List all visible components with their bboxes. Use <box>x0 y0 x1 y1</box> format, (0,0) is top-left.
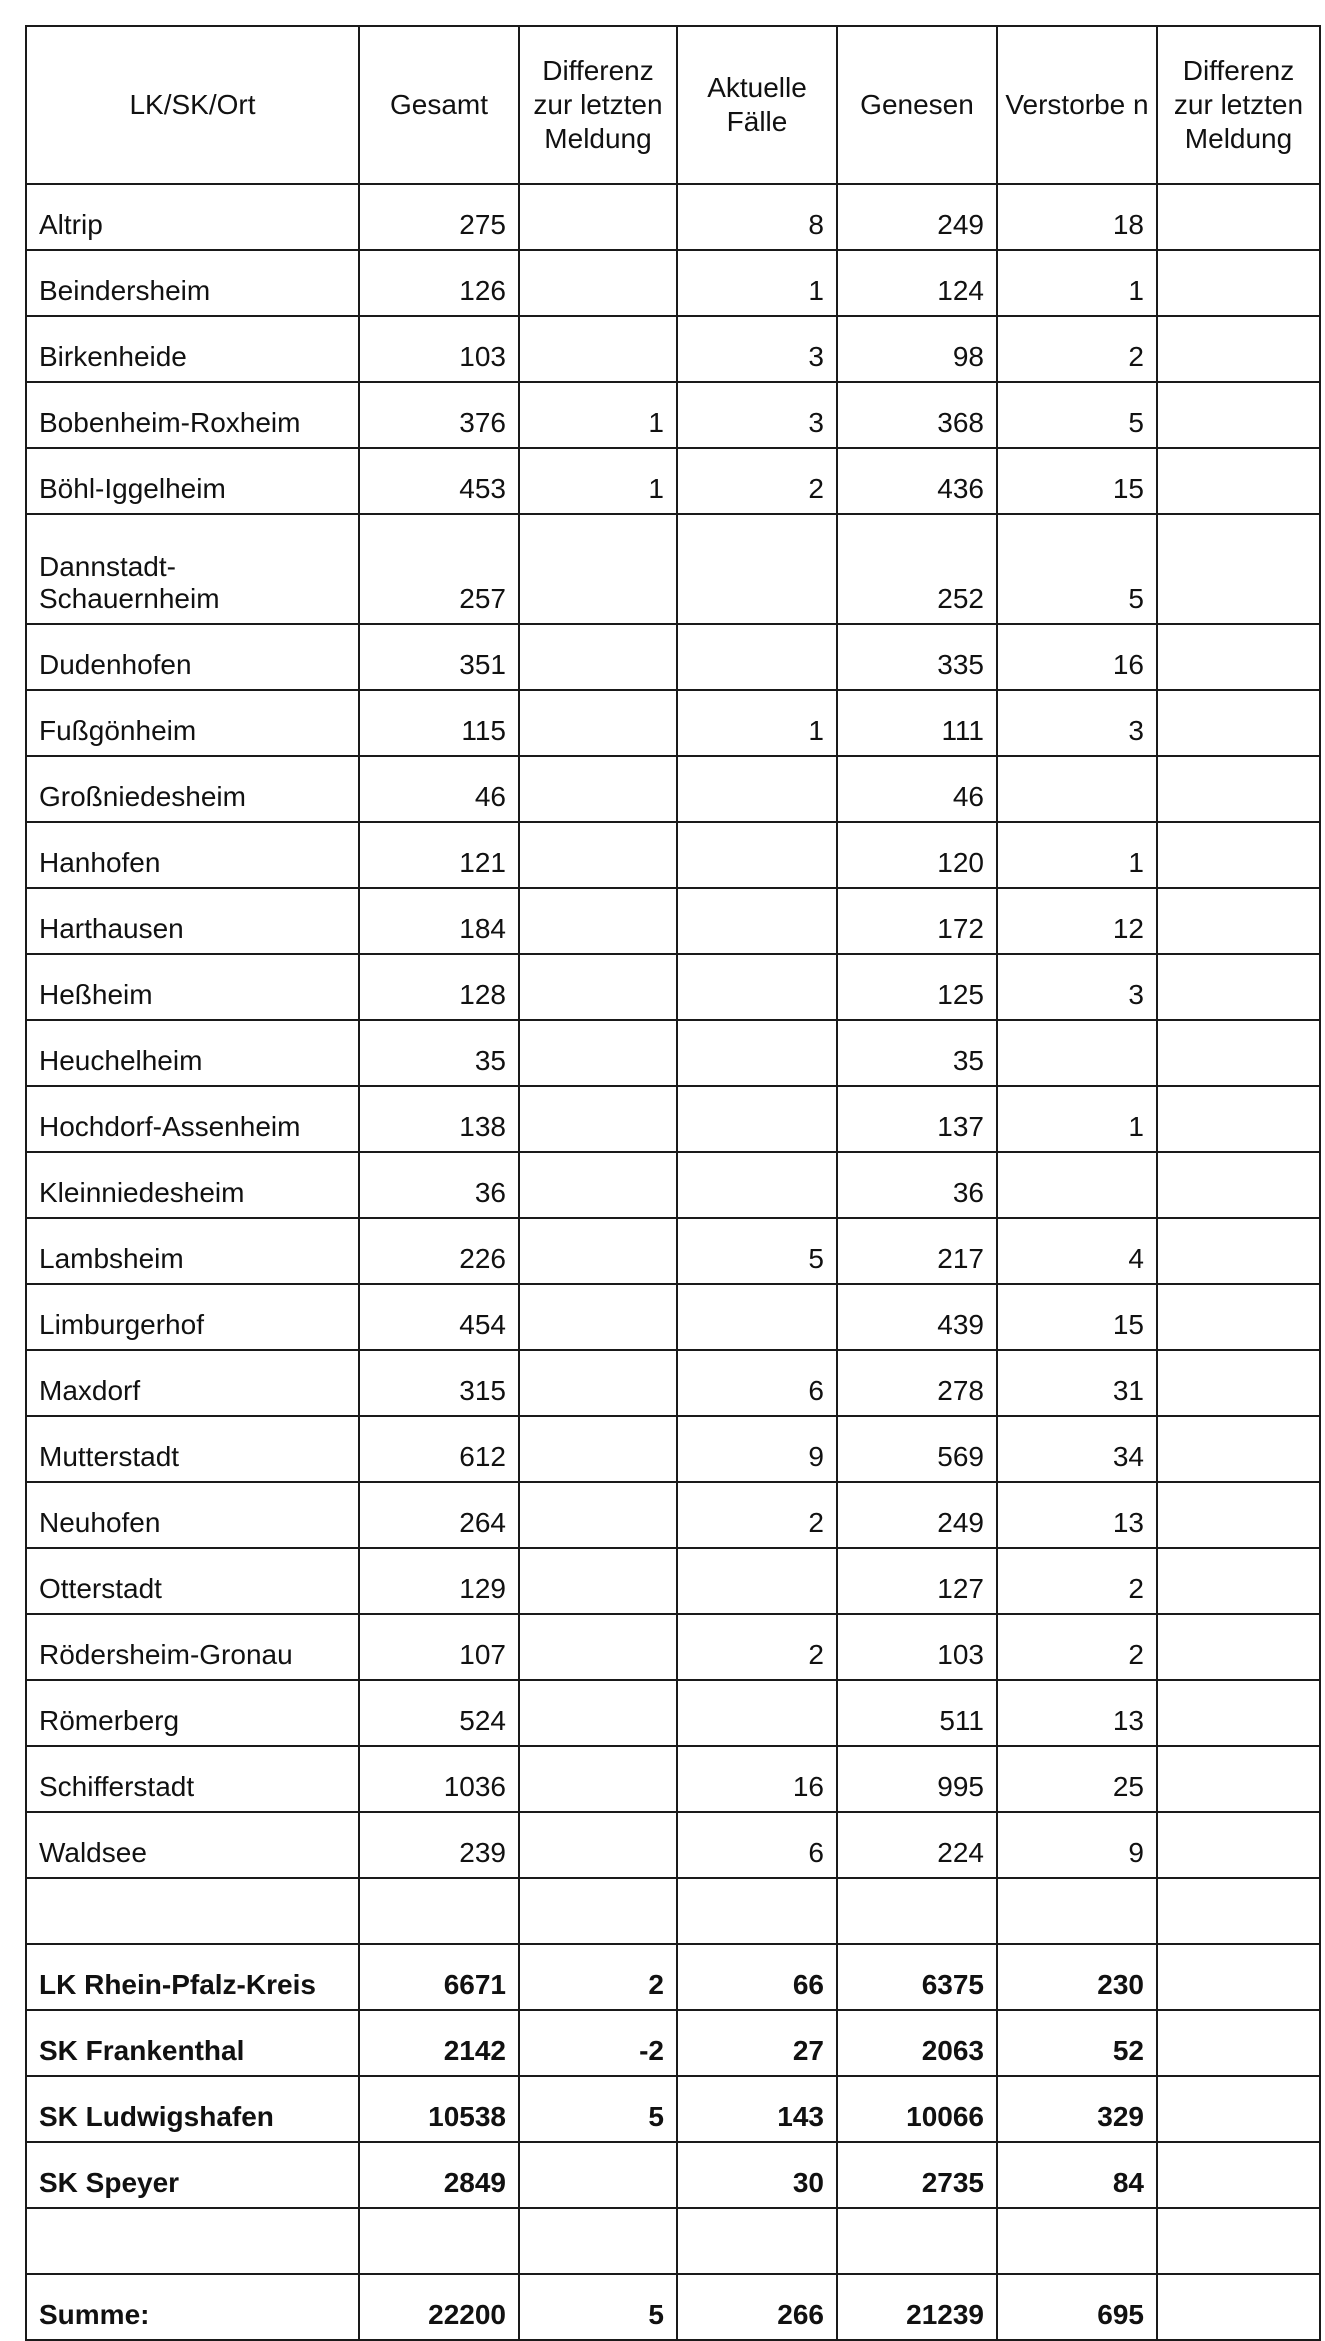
cell-difference <box>519 250 677 316</box>
cell-difference-deceased <box>1157 1020 1320 1086</box>
cell-difference-deceased <box>1157 514 1320 624</box>
cell-total: 275 <box>359 184 519 250</box>
cell-total: 453 <box>359 448 519 514</box>
cell-recovered: 120 <box>837 822 997 888</box>
cell-recovered: 127 <box>837 1548 997 1614</box>
cell-difference <box>519 184 677 250</box>
empty-cell <box>1157 2208 1320 2274</box>
table-row <box>26 1218 1320 1284</box>
cell-difference <box>519 1548 677 1614</box>
cell-current-cases: 66 <box>677 1944 837 2010</box>
cell-difference <box>519 1020 677 1086</box>
cell-location: Maxdorf <box>26 1350 359 1416</box>
table-row <box>26 1284 1320 1350</box>
cell-current-cases <box>677 514 837 624</box>
cell-current-cases: 30 <box>677 2142 837 2208</box>
cell-location: LK Rhein-Pfalz-Kreis <box>26 1944 359 2010</box>
cell-total: 115 <box>359 690 519 756</box>
cell-deceased: 84 <box>997 2142 1157 2208</box>
cell-location: Böhl-Iggelheim <box>26 448 359 514</box>
cell-difference <box>519 888 677 954</box>
cell-recovered: 252 <box>837 514 997 624</box>
cell-difference <box>519 514 677 624</box>
cell-location: Schifferstadt <box>26 1746 359 1812</box>
cell-current-cases <box>677 756 837 822</box>
cell-difference-deceased <box>1157 250 1320 316</box>
cell-current-cases <box>677 1284 837 1350</box>
cell-location: Römerberg <box>26 1680 359 1746</box>
cell-current-cases: 266 <box>677 2274 837 2340</box>
cell-difference <box>519 954 677 1020</box>
table-row <box>26 1152 1320 1218</box>
cell-total: 524 <box>359 1680 519 1746</box>
cell-difference-deceased <box>1157 2274 1320 2340</box>
cell-total: 612 <box>359 1416 519 1482</box>
cell-total: 129 <box>359 1548 519 1614</box>
header-recovered: Genesen <box>837 26 997 184</box>
empty-cell <box>26 1878 359 1944</box>
cell-current-cases <box>677 1152 837 1218</box>
cell-deceased: 329 <box>997 2076 1157 2142</box>
cell-difference <box>519 1218 677 1284</box>
cell-current-cases <box>677 1086 837 1152</box>
cell-deceased: 695 <box>997 2274 1157 2340</box>
cell-total: 107 <box>359 1614 519 1680</box>
cell-recovered: 278 <box>837 1350 997 1416</box>
cell-difference-deceased <box>1157 1680 1320 1746</box>
empty-cell <box>26 2208 359 2274</box>
cell-difference-deceased <box>1157 1482 1320 1548</box>
table-row <box>26 1944 1320 2010</box>
cell-difference <box>519 1746 677 1812</box>
table-row <box>26 1746 1320 1812</box>
cell-total: 226 <box>359 1218 519 1284</box>
table-row <box>26 2142 1320 2208</box>
cell-total: 239 <box>359 1812 519 1878</box>
cell-difference <box>519 1152 677 1218</box>
cell-difference <box>519 624 677 690</box>
cell-difference-deceased <box>1157 1416 1320 1482</box>
cell-difference <box>519 690 677 756</box>
cell-current-cases <box>677 624 837 690</box>
cell-difference-deceased <box>1157 1152 1320 1218</box>
empty-cell <box>359 2208 519 2274</box>
cell-difference-deceased <box>1157 1218 1320 1284</box>
cell-total: 35 <box>359 1020 519 1086</box>
cell-difference: 2 <box>519 1944 677 2010</box>
cell-current-cases: 6 <box>677 1812 837 1878</box>
cell-location: Summe: <box>26 2274 359 2340</box>
cell-location: Harthausen <box>26 888 359 954</box>
cell-total: 22200 <box>359 2274 519 2340</box>
cell-current-cases: 143 <box>677 2076 837 2142</box>
cell-total: 2849 <box>359 2142 519 2208</box>
cell-recovered: 995 <box>837 1746 997 1812</box>
cell-difference-deceased <box>1157 690 1320 756</box>
cell-difference-deceased <box>1157 2142 1320 2208</box>
cell-difference-deceased <box>1157 1746 1320 1812</box>
table-row <box>26 954 1320 1020</box>
cell-total: 121 <box>359 822 519 888</box>
cell-deceased: 25 <box>997 1746 1157 1812</box>
cell-total: 126 <box>359 250 519 316</box>
cell-recovered: 35 <box>837 1020 997 1086</box>
header-difference-deceased: Differenz zur letzten Meldung <box>1157 26 1320 184</box>
table-row <box>26 1020 1320 1086</box>
cell-current-cases <box>677 1548 837 1614</box>
cell-recovered: 439 <box>837 1284 997 1350</box>
cell-difference <box>519 2142 677 2208</box>
cell-total: 128 <box>359 954 519 1020</box>
cell-current-cases <box>677 888 837 954</box>
table-row <box>26 1680 1320 1746</box>
cell-deceased: 2 <box>997 316 1157 382</box>
cell-difference-deceased <box>1157 1944 1320 2010</box>
table-row <box>26 1482 1320 1548</box>
empty-cell <box>519 1878 677 1944</box>
cell-current-cases: 3 <box>677 316 837 382</box>
cell-difference-deceased <box>1157 1812 1320 1878</box>
cell-difference-deceased <box>1157 2076 1320 2142</box>
cell-total: 257 <box>359 514 519 624</box>
cell-recovered: 2735 <box>837 2142 997 2208</box>
cell-deceased: 1 <box>997 822 1157 888</box>
cell-location: Dudenhofen <box>26 624 359 690</box>
cell-total: 138 <box>359 1086 519 1152</box>
cell-difference <box>519 756 677 822</box>
empty-cell <box>837 2208 997 2274</box>
cell-deceased: 230 <box>997 1944 1157 2010</box>
cell-deceased: 31 <box>997 1350 1157 1416</box>
cell-difference <box>519 1416 677 1482</box>
header-difference: Differenz zur letzten Meldung <box>519 26 677 184</box>
cell-difference <box>519 1482 677 1548</box>
cell-current-cases: 8 <box>677 184 837 250</box>
cell-total: 184 <box>359 888 519 954</box>
header-location: LK/SK/Ort <box>26 26 359 184</box>
table-row <box>26 2274 1320 2340</box>
cell-difference-deceased <box>1157 1350 1320 1416</box>
cell-location: Hochdorf-Assenheim <box>26 1086 359 1152</box>
cell-deceased: 15 <box>997 448 1157 514</box>
cell-deceased: 3 <box>997 954 1157 1020</box>
cell-location: Birkenheide <box>26 316 359 382</box>
cell-difference: 1 <box>519 448 677 514</box>
case-statistics-table <box>25 25 1321 2341</box>
table-row <box>26 250 1320 316</box>
cell-difference <box>519 1614 677 1680</box>
cell-location: Hanhofen <box>26 822 359 888</box>
cell-location: Mutterstadt <box>26 1416 359 1482</box>
cell-difference-deceased <box>1157 756 1320 822</box>
cell-total: 10538 <box>359 2076 519 2142</box>
cell-location: Beindersheim <box>26 250 359 316</box>
cell-current-cases <box>677 1020 837 1086</box>
table-row <box>26 2076 1320 2142</box>
cell-recovered: 21239 <box>837 2274 997 2340</box>
cell-deceased <box>997 756 1157 822</box>
cell-current-cases: 6 <box>677 1350 837 1416</box>
cell-recovered: 511 <box>837 1680 997 1746</box>
cell-difference <box>519 822 677 888</box>
empty-cell <box>997 1878 1157 1944</box>
cell-location: Lambsheim <box>26 1218 359 1284</box>
cell-total: 1036 <box>359 1746 519 1812</box>
cell-deceased: 4 <box>997 1218 1157 1284</box>
cell-difference <box>519 1086 677 1152</box>
cell-difference <box>519 1284 677 1350</box>
cell-recovered: 249 <box>837 184 997 250</box>
cell-recovered: 6375 <box>837 1944 997 2010</box>
cell-current-cases: 9 <box>677 1416 837 1482</box>
header-current-cases: Aktuelle Fälle <box>677 26 837 184</box>
cell-recovered: 125 <box>837 954 997 1020</box>
cell-current-cases: 2 <box>677 1482 837 1548</box>
cell-deceased: 9 <box>997 1812 1157 1878</box>
table-row <box>26 1548 1320 1614</box>
table-row <box>26 1614 1320 1680</box>
cell-total: 36 <box>359 1152 519 1218</box>
cell-deceased <box>997 1152 1157 1218</box>
cell-total: 6671 <box>359 1944 519 2010</box>
cell-deceased: 13 <box>997 1680 1157 1746</box>
cell-location: Großniedesheim <box>26 756 359 822</box>
cell-deceased: 13 <box>997 1482 1157 1548</box>
table-row <box>26 1812 1320 1878</box>
cell-location: SK Ludwigshafen <box>26 2076 359 2142</box>
empty-cell <box>519 2208 677 2274</box>
cell-difference: 5 <box>519 2274 677 2340</box>
cell-deceased: 2 <box>997 1614 1157 1680</box>
cell-difference-deceased <box>1157 1284 1320 1350</box>
cell-location: Limburgerhof <box>26 1284 359 1350</box>
cell-difference-deceased <box>1157 888 1320 954</box>
cell-deceased <box>997 1020 1157 1086</box>
cell-current-cases: 27 <box>677 2010 837 2076</box>
cell-difference-deceased <box>1157 448 1320 514</box>
cell-difference-deceased <box>1157 1548 1320 1614</box>
cell-location: Heßheim <box>26 954 359 1020</box>
cell-recovered: 98 <box>837 316 997 382</box>
cell-deceased: 16 <box>997 624 1157 690</box>
empty-cell <box>677 1878 837 1944</box>
cell-location: Kleinniedesheim <box>26 1152 359 1218</box>
table-row <box>26 1350 1320 1416</box>
cell-difference <box>519 1680 677 1746</box>
cell-current-cases <box>677 1680 837 1746</box>
cell-location: Fußgönheim <box>26 690 359 756</box>
cell-difference <box>519 1350 677 1416</box>
cell-location: Neuhofen <box>26 1482 359 1548</box>
table-row <box>26 756 1320 822</box>
cell-location: SK Frankenthal <box>26 2010 359 2076</box>
cell-difference-deceased <box>1157 954 1320 1020</box>
cell-deceased: 5 <box>997 514 1157 624</box>
cell-current-cases <box>677 954 837 1020</box>
cell-recovered: 46 <box>837 756 997 822</box>
cell-deceased: 52 <box>997 2010 1157 2076</box>
cell-total: 315 <box>359 1350 519 1416</box>
cell-current-cases: 1 <box>677 250 837 316</box>
cell-recovered: 335 <box>837 624 997 690</box>
cell-deceased: 2 <box>997 1548 1157 1614</box>
cell-current-cases: 5 <box>677 1218 837 1284</box>
cell-recovered: 368 <box>837 382 997 448</box>
cell-total: 46 <box>359 756 519 822</box>
cell-difference-deceased <box>1157 316 1320 382</box>
table-row <box>26 2010 1320 2076</box>
cell-deceased: 1 <box>997 250 1157 316</box>
cell-current-cases: 3 <box>677 382 837 448</box>
cell-recovered: 436 <box>837 448 997 514</box>
table-row <box>26 514 1320 624</box>
cell-difference-deceased <box>1157 184 1320 250</box>
spacer-row <box>26 2208 1320 2274</box>
cell-deceased: 1 <box>997 1086 1157 1152</box>
table-row <box>26 316 1320 382</box>
cell-difference: 5 <box>519 2076 677 2142</box>
spacer-row <box>26 1878 1320 1944</box>
table-row <box>26 888 1320 954</box>
cell-location: SK Speyer <box>26 2142 359 2208</box>
cell-total: 264 <box>359 1482 519 1548</box>
cell-deceased: 3 <box>997 690 1157 756</box>
cell-difference: 1 <box>519 382 677 448</box>
empty-cell <box>1157 1878 1320 1944</box>
cell-difference-deceased <box>1157 1086 1320 1152</box>
cell-difference-deceased <box>1157 1614 1320 1680</box>
cell-location: Heuchelheim <box>26 1020 359 1086</box>
cell-deceased: 5 <box>997 382 1157 448</box>
cell-recovered: 10066 <box>837 2076 997 2142</box>
cell-total: 376 <box>359 382 519 448</box>
cell-recovered: 2063 <box>837 2010 997 2076</box>
header-deceased: Verstorbe n <box>997 26 1157 184</box>
header-row <box>26 26 1320 184</box>
cell-deceased: 34 <box>997 1416 1157 1482</box>
cell-difference: -2 <box>519 2010 677 2076</box>
cell-difference <box>519 1812 677 1878</box>
cell-location: Otterstadt <box>26 1548 359 1614</box>
cell-current-cases <box>677 822 837 888</box>
cell-difference-deceased <box>1157 822 1320 888</box>
table-row <box>26 1086 1320 1152</box>
cell-difference <box>519 316 677 382</box>
cell-recovered: 569 <box>837 1416 997 1482</box>
cell-location: Dannstadt- Schauernheim <box>26 514 359 624</box>
cell-recovered: 124 <box>837 250 997 316</box>
cell-current-cases: 2 <box>677 448 837 514</box>
cell-location: Waldsee <box>26 1812 359 1878</box>
cell-recovered: 137 <box>837 1086 997 1152</box>
cell-current-cases: 16 <box>677 1746 837 1812</box>
table-row <box>26 184 1320 250</box>
cell-recovered: 224 <box>837 1812 997 1878</box>
table-row <box>26 448 1320 514</box>
empty-cell <box>997 2208 1157 2274</box>
cell-recovered: 36 <box>837 1152 997 1218</box>
table-row <box>26 382 1320 448</box>
cell-total: 454 <box>359 1284 519 1350</box>
table-row <box>26 624 1320 690</box>
table-row <box>26 822 1320 888</box>
cell-recovered: 111 <box>837 690 997 756</box>
cell-difference-deceased <box>1157 382 1320 448</box>
cell-recovered: 249 <box>837 1482 997 1548</box>
cell-deceased: 15 <box>997 1284 1157 1350</box>
cell-current-cases: 2 <box>677 1614 837 1680</box>
cell-recovered: 217 <box>837 1218 997 1284</box>
cell-location: Altrip <box>26 184 359 250</box>
cell-total: 351 <box>359 624 519 690</box>
cell-location: Bobenheim-Roxheim <box>26 382 359 448</box>
table-row <box>26 690 1320 756</box>
header-total: Gesamt <box>359 26 519 184</box>
cell-recovered: 172 <box>837 888 997 954</box>
cell-location: Rödersheim-Gronau <box>26 1614 359 1680</box>
cell-difference-deceased <box>1157 624 1320 690</box>
cell-recovered: 103 <box>837 1614 997 1680</box>
empty-cell <box>837 1878 997 1944</box>
cell-current-cases: 1 <box>677 690 837 756</box>
cell-total: 2142 <box>359 2010 519 2076</box>
cell-total: 103 <box>359 316 519 382</box>
empty-cell <box>677 2208 837 2274</box>
cell-difference-deceased <box>1157 2010 1320 2076</box>
table-row <box>26 1416 1320 1482</box>
cell-deceased: 18 <box>997 184 1157 250</box>
cell-deceased: 12 <box>997 888 1157 954</box>
empty-cell <box>359 1878 519 1944</box>
